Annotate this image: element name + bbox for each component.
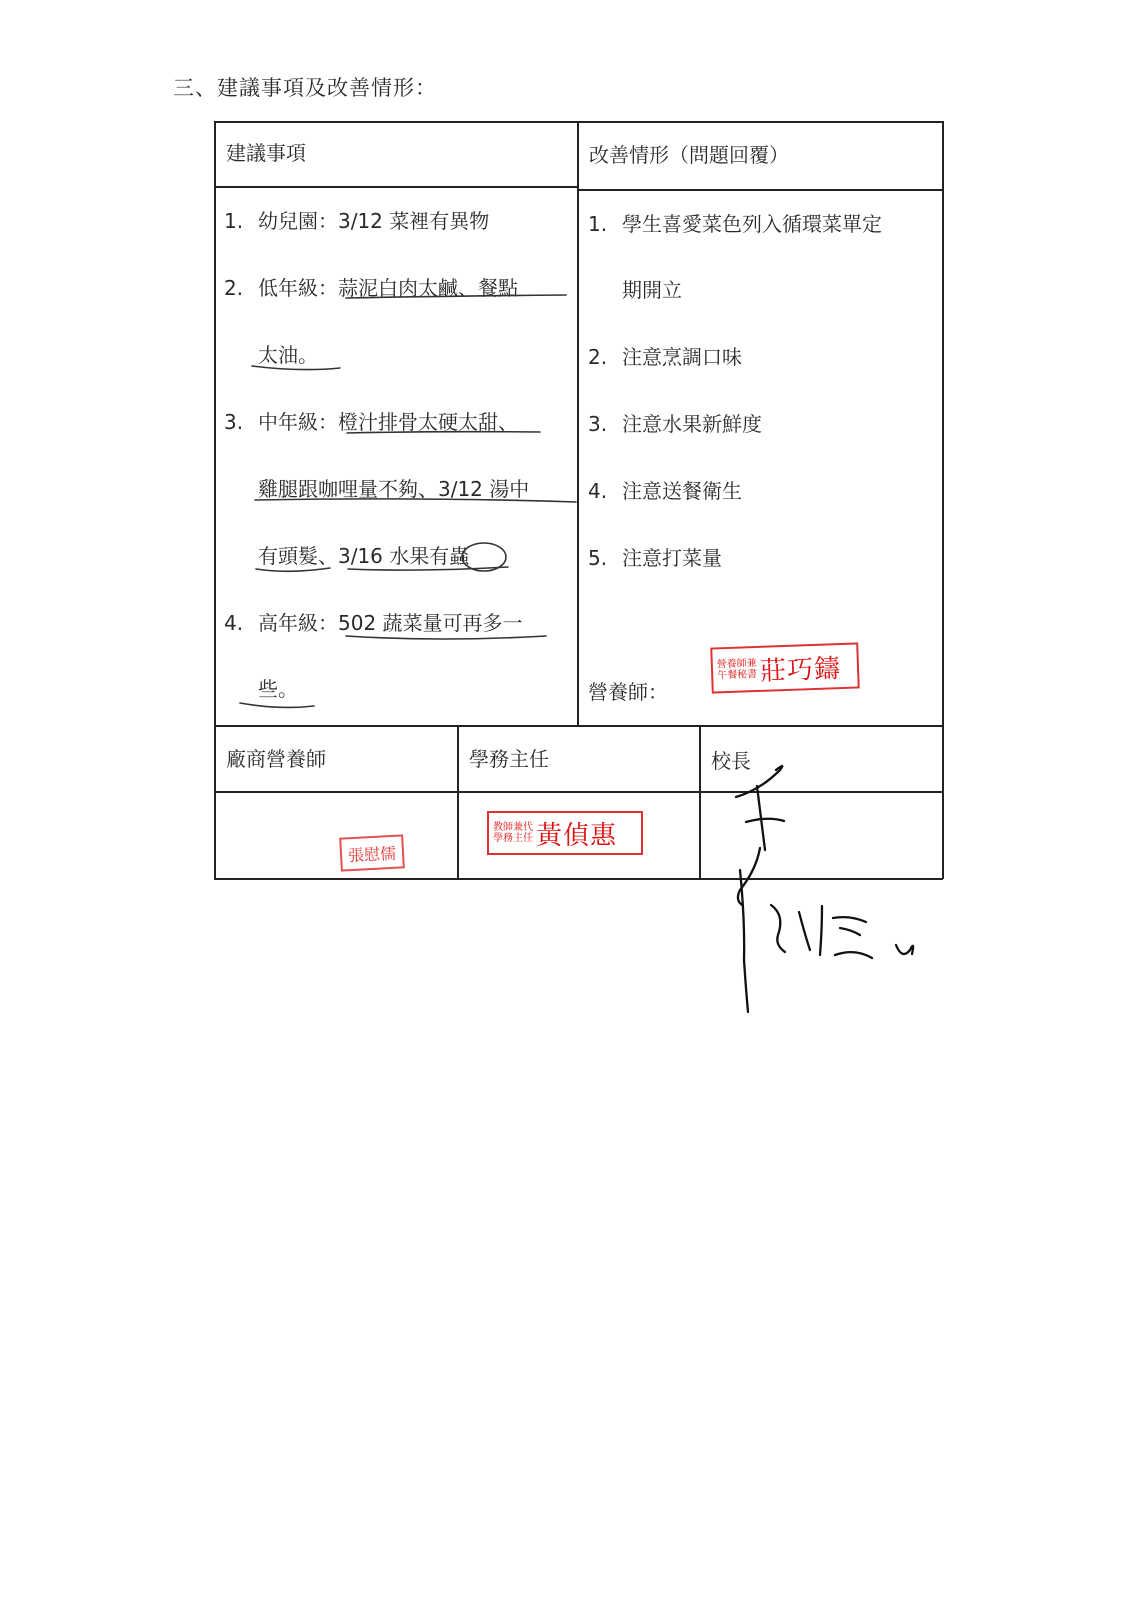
nutritionist-stamp-name: 莊巧鑄	[759, 653, 842, 687]
suggestion-3-line-3: 有頭髮、3/16 水果有蟲	[258, 544, 470, 568]
suggestion-4-line-1: 高年級：502 蔬菜量可再多一	[258, 611, 523, 635]
suggestion-2-num: 2.	[224, 276, 244, 300]
nutritionist-stamp-title-2: 午餐秘書	[717, 668, 758, 682]
section-heading: 三、建議事項及改善情形：	[173, 76, 437, 100]
underline-suggestion-2b	[252, 366, 340, 370]
sign-header-vendor-nutritionist: 廠商營養師	[226, 747, 326, 771]
suggestion-3-line-1: 中年級：橙汁排骨太硬太甜、	[258, 410, 518, 434]
response-1-line-1: 學生喜愛菜色列入循環菜單定	[622, 212, 882, 236]
col-right-header: 改善情形（問題回覆）	[589, 143, 789, 167]
response-2-num: 2.	[588, 345, 608, 369]
response-4-num: 4.	[588, 479, 608, 503]
response-1-line-2: 期開立	[622, 278, 682, 302]
suggestion-1-line-1: 幼兒園：3/12 菜裡有異物	[258, 209, 490, 233]
underline-suggestion-3a	[347, 432, 540, 433]
response-5-line-1: 注意打菜量	[622, 546, 722, 570]
nutritionist-stamp-title-1: 營養師兼	[716, 657, 758, 671]
director-stamp-name: 黃偵惠	[536, 820, 618, 851]
principal-signature	[736, 766, 913, 1012]
director-stamp-title-1: 教師兼代	[493, 822, 533, 833]
underline-suggestion-2a	[346, 295, 566, 298]
suggestion-4-line-2: 些。	[258, 677, 298, 701]
suggestion-2-line-2: 太油。	[258, 343, 318, 367]
circle-insect	[462, 543, 506, 571]
response-1-num: 1.	[588, 212, 608, 236]
sign-header-principal: 校長	[711, 749, 751, 773]
col-left-header: 建議事項	[226, 141, 306, 165]
vendor-stamp-name: 張慰儒	[347, 843, 397, 865]
sign-header-director: 學務主任	[469, 747, 549, 771]
response-3-line-1: 注意水果新鮮度	[622, 412, 762, 436]
response-5-num: 5.	[588, 546, 608, 570]
response-4-line-1: 注意送餐衛生	[622, 479, 742, 503]
nutritionist-label: 營養師：	[588, 680, 668, 704]
underline-suggestion-4b	[240, 703, 314, 707]
director-stamp-title-2: 學務主任	[493, 833, 533, 844]
underline-suggestion-4a	[346, 636, 546, 639]
underline-suggestion-3b	[255, 499, 576, 502]
suggestion-1-num: 1.	[224, 209, 244, 233]
response-2-line-1: 注意烹調口味	[622, 345, 742, 369]
suggestion-4-num: 4.	[224, 611, 244, 635]
suggestion-2-line-1: 低年級：蒜泥白肉太鹹、餐點	[258, 276, 518, 300]
suggestion-3-line-2: 雞腿跟咖哩量不夠、3/12 湯中	[258, 477, 530, 501]
suggestion-3-num: 3.	[224, 410, 244, 434]
response-3-num: 3.	[588, 412, 608, 436]
